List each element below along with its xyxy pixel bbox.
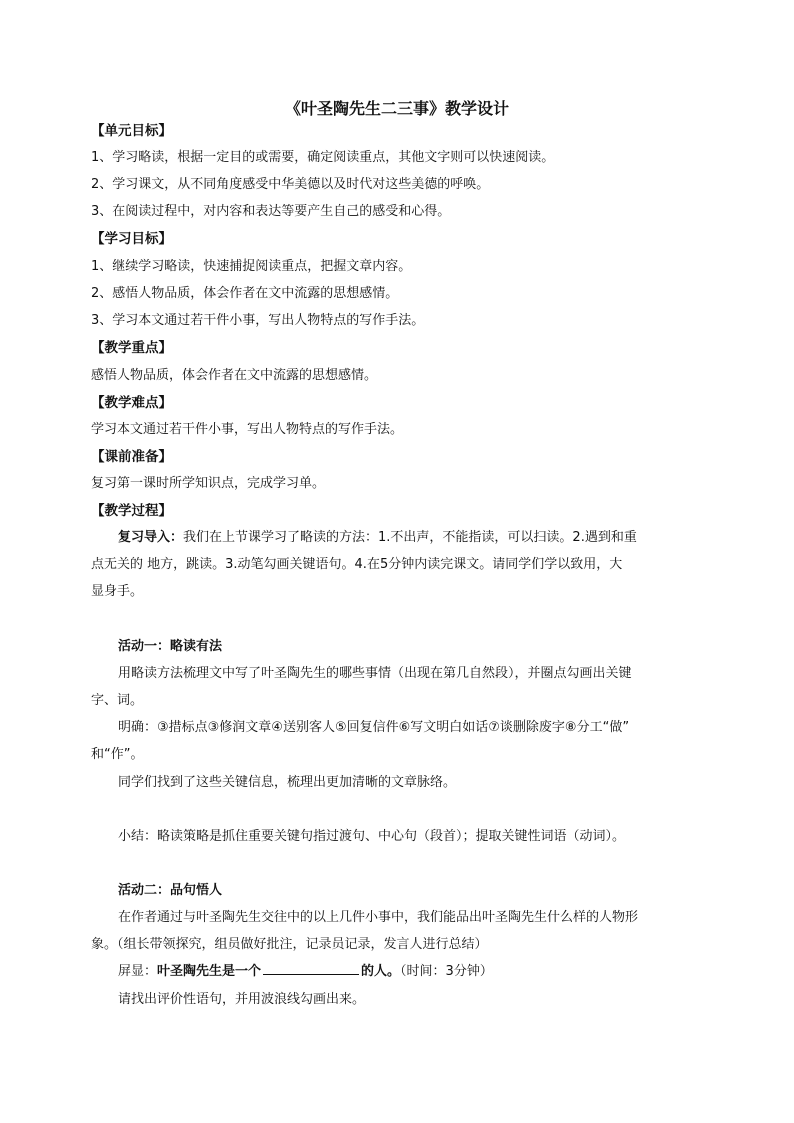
- review-line-2: 点无关的 地方，跳读。3.动笔勾画关键语句。4.在5分钟内读完课文。请同学们学以致用，大: [91, 557, 623, 572]
- review-line-1: [118, 528, 738, 548]
- activity1-title: 活动一：略读有法: [118, 639, 223, 654]
- activity1-line-2: 字、词。: [91, 693, 144, 708]
- review-line-3: 显身手。: [91, 584, 144, 599]
- document-title: 《叶圣陶先生二三事》教学设计: [284, 99, 509, 118]
- screen-time: （时间：3分钟）: [400, 964, 493, 979]
- learning-goal-item-3: 3、学习本文通过若干件小事，写出人物特点的写作手法。: [91, 313, 425, 328]
- activity1-answer-line-1: 明确：③措标点③修润文章④送别客人⑤回复信件⑥写文明白如话⑦谈删除废字⑧分工“做”: [118, 720, 630, 735]
- learning-goal-item-2: 2、感悟人物品质，体会作者在文中流露的思想感情。: [91, 286, 399, 301]
- unit-goal-item-1: 1、学习略读，根据一定目的或需要，确定阅读重点，其他文字则可以快速阅读。: [91, 150, 555, 165]
- activity2-screen-line: [118, 962, 738, 982]
- difficulties-text: 学习本文通过若干件小事，写出人物特点的写作手法。: [91, 422, 404, 437]
- screen-bold-after: 的人。: [361, 964, 401, 979]
- activity1-note: 同学们找到了这些关键信息，梳理出更加清晰的文章脉络。: [118, 775, 457, 790]
- key-points-text: 感悟人物品质，体会作者在文中流露的思想感情。: [91, 368, 378, 383]
- activity2-instruction: 请找出评价性语句，并用波浪线勾画出来。: [118, 992, 366, 1007]
- unit-goals-heading: 【单元目标】: [91, 123, 172, 139]
- learning-goal-item-1: 1、继续学习略读，快速捕捉阅读重点，把握文章内容。: [91, 259, 412, 274]
- activity2-title: 活动二：品句悟人: [118, 883, 223, 898]
- activity2-line-1: 在作者通过与叶圣陶先生交往中的以上几件小事中，我们能品出叶圣陶先生什么样的人物形: [118, 910, 639, 925]
- unit-goal-item-3: 3、在阅读过程中，对内容和表达等要产生自己的感受和心得。: [91, 204, 451, 219]
- activity1-line-1: 用略读方法梳理文中写了叶圣陶先生的哪些事情（出现在第几自然段），并圈点勾画出关键: [118, 666, 632, 681]
- screen-label: 屏显：: [118, 964, 158, 979]
- activity1-summary: 小结：略读策略是抓住重要关键句指过渡句、中心句（段首）；提取关键性词语（动词）。: [118, 829, 626, 844]
- activity2-line-2: 象。（组长带领探究，组员做好批注，记录员记录，发言人进行总结）: [91, 937, 488, 952]
- fill-in-blank: [263, 962, 359, 975]
- process-heading: 【教学过程】: [91, 503, 172, 519]
- preparation-heading: 【课前准备】: [91, 449, 172, 465]
- key-points-heading: 【教学重点】: [91, 340, 172, 356]
- difficulties-heading: 【教学难点】: [91, 395, 172, 411]
- learning-goals-heading: 【学习目标】: [91, 231, 172, 247]
- review-text-1: 我们在上节课学习了略读的方法：1.不出声，不能指读，可以扫读。2.遇到和重: [183, 530, 637, 545]
- screen-bold-before: 叶圣陶先生是一个: [157, 964, 262, 979]
- unit-goal-item-2: 2、学习课文，从不同角度感受中华美德以及时代对这些美德的呼唤。: [91, 177, 490, 192]
- preparation-text: 复习第一课时所学知识点，完成学习单。: [91, 476, 326, 491]
- activity1-answer-line-2: 和“作”。: [91, 747, 144, 762]
- review-label: 复习导入：: [118, 530, 184, 545]
